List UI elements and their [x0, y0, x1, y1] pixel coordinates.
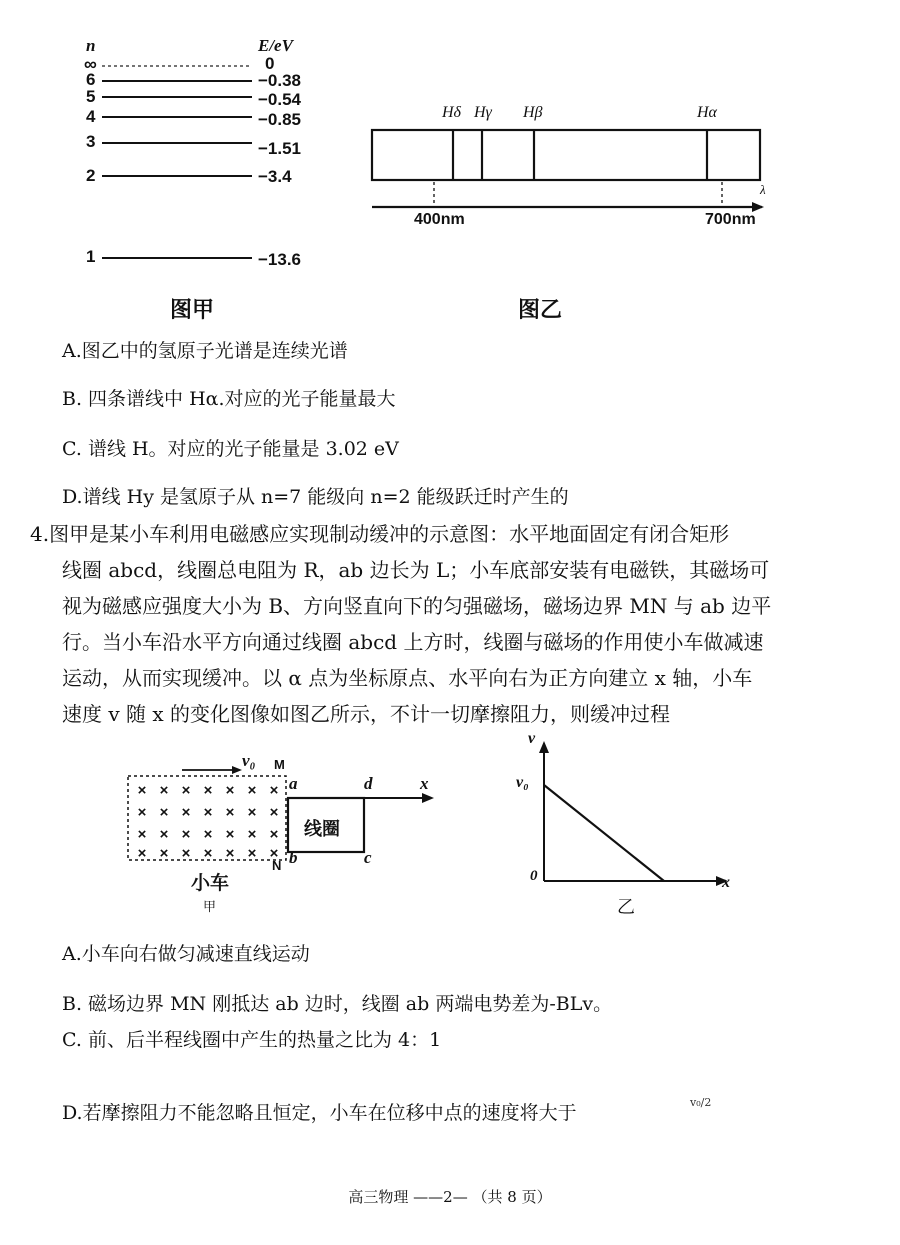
e-header: E/eV: [258, 36, 293, 55]
lambda-label: λ: [760, 182, 766, 197]
point-b-label: b: [289, 848, 298, 867]
figure-jia-small-caption: 甲: [203, 900, 217, 915]
point-a-label: a: [289, 774, 298, 793]
level-e-6: −0.38: [258, 71, 302, 90]
svg-text:×: ×: [225, 804, 235, 821]
graph-x-label: x: [722, 874, 730, 891]
level-e-5: −0.54: [258, 90, 302, 109]
q4-line-5: 运动，从而实现缓冲。以 α 点为坐标原点、水平向右为正方向建立 x 轴，小车: [62, 666, 753, 690]
v0-over-2-fraction: v₀/2: [690, 1096, 712, 1109]
q4-option-a: A.小车向右做匀减速直线运动: [62, 943, 310, 965]
page-footer: 高三物理 ——2— （共 8 页）: [348, 1188, 552, 1206]
svg-text:×: ×: [159, 826, 169, 843]
q3-option-a: A.图乙中的氢原子光谱是连续光谱: [62, 340, 348, 362]
level-e-3: −1.51: [258, 139, 302, 158]
tick-700nm: 700nm: [705, 211, 756, 228]
n-label: N: [272, 858, 282, 873]
svg-text:×: ×: [225, 845, 235, 862]
velocity-line: [544, 785, 664, 881]
svg-text:×: ×: [181, 845, 191, 862]
svg-text:×: ×: [137, 782, 147, 799]
svg-text:×: ×: [269, 826, 279, 843]
q4-option-c: C. 前、后半程线圈中产生的热量之比为 4：1: [62, 1029, 442, 1051]
svg-text:×: ×: [181, 782, 191, 799]
svg-text:×: ×: [225, 782, 235, 799]
coil-label: 线圈: [304, 819, 340, 839]
n-header: n: [86, 36, 96, 55]
q4-line-6: 速度 v 随 x 的变化图像如图乙所示，不计一切摩擦阻力，则缓冲过程: [62, 702, 671, 726]
svg-text:×: ×: [137, 845, 147, 862]
svg-text:×: ×: [247, 804, 257, 821]
svg-text:×: ×: [137, 804, 147, 821]
tick-400nm: 400nm: [414, 211, 465, 228]
graph-v-label: v: [528, 730, 536, 747]
level-n-4: 4: [86, 107, 96, 126]
level-n-5: 5: [86, 87, 96, 106]
svg-text:×: ×: [159, 845, 169, 862]
svg-text:×: ×: [181, 804, 191, 821]
q4-line-3: 视为磁感应强度大小为 B、方向竖直向下的匀强磁场，磁场边界 MN 与 ab 边平: [62, 594, 772, 618]
svg-text:×: ×: [269, 782, 279, 799]
svg-text:×: ×: [159, 782, 169, 799]
svg-text:×: ×: [247, 826, 257, 843]
q4-line-1: 4.图甲是某小车利用电磁感应实现制动缓冲的示意图：水平地面固定有闭合矩形: [30, 522, 730, 546]
m-label: M: [274, 757, 285, 772]
svg-text:×: ×: [203, 845, 213, 862]
q3-option-b: B. 四条谱线中 Hα.对应的光子能量最大: [62, 388, 396, 410]
q3-option-c: C. 谱线 H。对应的光子能量是 3.02 eV: [62, 438, 399, 460]
h-gamma-label: Hγ: [474, 104, 492, 121]
v0-label: v₀: [242, 751, 256, 770]
point-c-label: c: [364, 848, 372, 867]
figure-yi-caption: 图乙: [518, 298, 563, 323]
level-n-2: 2: [86, 166, 96, 185]
svg-text:×: ×: [159, 804, 169, 821]
graph-origin-label: 0: [530, 868, 538, 884]
graph-v0-label: v₀: [516, 774, 529, 791]
point-d-label: d: [364, 774, 373, 793]
q3-option-d: D.谱线 Hy 是氢原子从 n=7 能级向 n=2 能级跃迁时产生的: [62, 486, 569, 508]
x-axis-label: x: [420, 774, 429, 793]
level-n-1: 1: [86, 247, 96, 266]
car-coil-svg: [120, 750, 450, 875]
h-delta-label: Hδ: [442, 104, 461, 121]
q4-line-2: 线圈 abcd，线圈总电阻为 R，ab 边长为 L；小车底部安装有电磁铁，其磁场可: [62, 558, 770, 582]
h-beta-label: Hβ: [523, 104, 543, 121]
magnetic-field-crosses: [138, 782, 279, 862]
svg-text:×: ×: [181, 826, 191, 843]
level-e-2: −3.4: [258, 167, 292, 186]
svg-text:×: ×: [203, 804, 213, 821]
svg-text:×: ×: [269, 804, 279, 821]
svg-text:×: ×: [247, 845, 257, 862]
level-e-inf: 0: [265, 54, 275, 73]
svg-text:×: ×: [203, 826, 213, 843]
vx-graph-svg: [520, 735, 740, 895]
svg-text:×: ×: [247, 782, 257, 799]
level-e-1: −13.6: [258, 250, 302, 269]
svg-text:×: ×: [225, 826, 235, 843]
level-n-3: 3: [86, 132, 96, 151]
svg-text:×: ×: [269, 845, 279, 862]
svg-text:×: ×: [137, 826, 147, 843]
car-label: 小车: [191, 873, 230, 894]
level-e-4: −0.85: [258, 110, 302, 129]
q4-option-d: D.若摩擦阻力不能忽略且恒定，小车在位移中点的速度将大于: [62, 1102, 577, 1124]
q4-line-4: 行。当小车沿水平方向通过线圈 abcd 上方时，线圈与磁场的作用使小车做减速: [62, 630, 764, 654]
h-alpha-label: Hα: [697, 104, 717, 121]
level-n-inf: ∞: [84, 54, 97, 74]
q4-option-b: B. 磁场边界 MN 刚抵达 ab 边时，线圈 ab 两端电势差为-BLv。: [62, 993, 613, 1015]
level-n-6: 6: [86, 70, 96, 89]
figure-jia-caption: 图甲: [170, 298, 215, 323]
graph-caption: 乙: [617, 897, 635, 918]
svg-text:×: ×: [203, 782, 213, 799]
